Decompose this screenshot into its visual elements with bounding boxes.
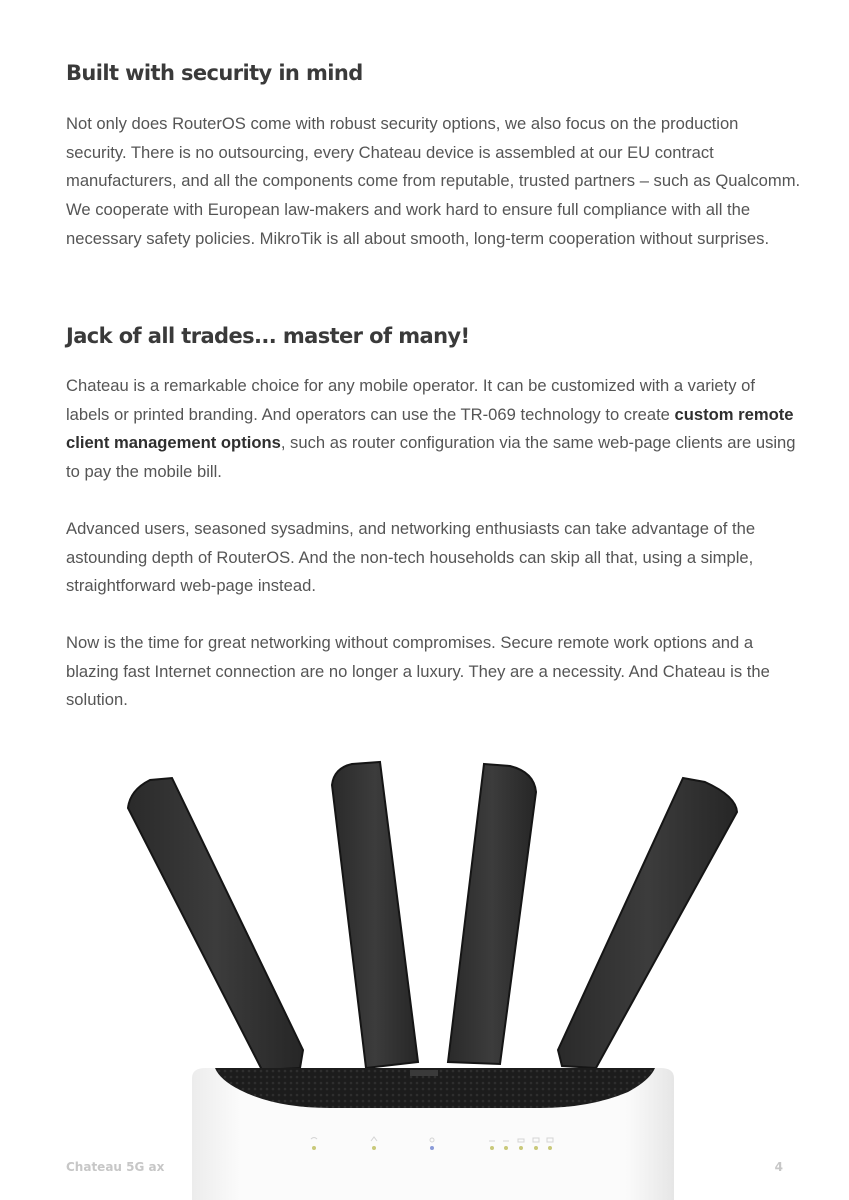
heading-security: Built with security in mind: [66, 61, 363, 85]
paragraph-operators-bold: custom remote client management options: [66, 404, 794, 453]
heading-jack-of-all-trades: Jack of all trades... master of many!: [66, 324, 470, 348]
paragraph-security: Not only does RouterOS come with robust security options, we also focus on the production security. There is no outsourcing, every Chateau device is assembled at our EU contract manufacturers, and all the components come from reputable, trusted partners – such as Qualcomm. We cooperate with European law-makers and work hard to ensure full compliance with all the necessary safety policies. MikroTik is all about smooth, long-term cooperation without surprises.: [66, 114, 801, 248]
paragraph-operators-text-b: , such as router configuration via the same web-page clients are using to pay the mobile bill.: [66, 433, 796, 482]
footer-product-name: Chateau 5G ax: [66, 1160, 165, 1174]
paragraph-advanced-users: Advanced users, seasoned sysadmins, and networking enthusiasts can take advantage of the astounding depth of RouterOS. And the non-tech households can skip all that, using a simple, straightforward web-page instead.: [66, 519, 756, 596]
paragraph-operators: [66, 372, 801, 487]
paragraph-operators-text-a: Chateau is a remarkable choice for any mobile operator. It can be customized with a variety of labels or printed branding. And operators can use the TR-069 technology to create: [66, 376, 755, 424]
antenna-4: [558, 778, 737, 1068]
footer-page-number: 4: [774, 1160, 783, 1174]
antenna-1: [128, 778, 303, 1070]
paragraph-conclusion: Now is the time for great networking without compromises. Secure remote work options and a blazing fast Internet connection are no longer a luxury. They are a necessity. And Chateau is the solution.: [66, 633, 770, 710]
antenna-3: [448, 764, 536, 1064]
antenna-2: [332, 762, 418, 1068]
router-image: [0, 740, 849, 1200]
